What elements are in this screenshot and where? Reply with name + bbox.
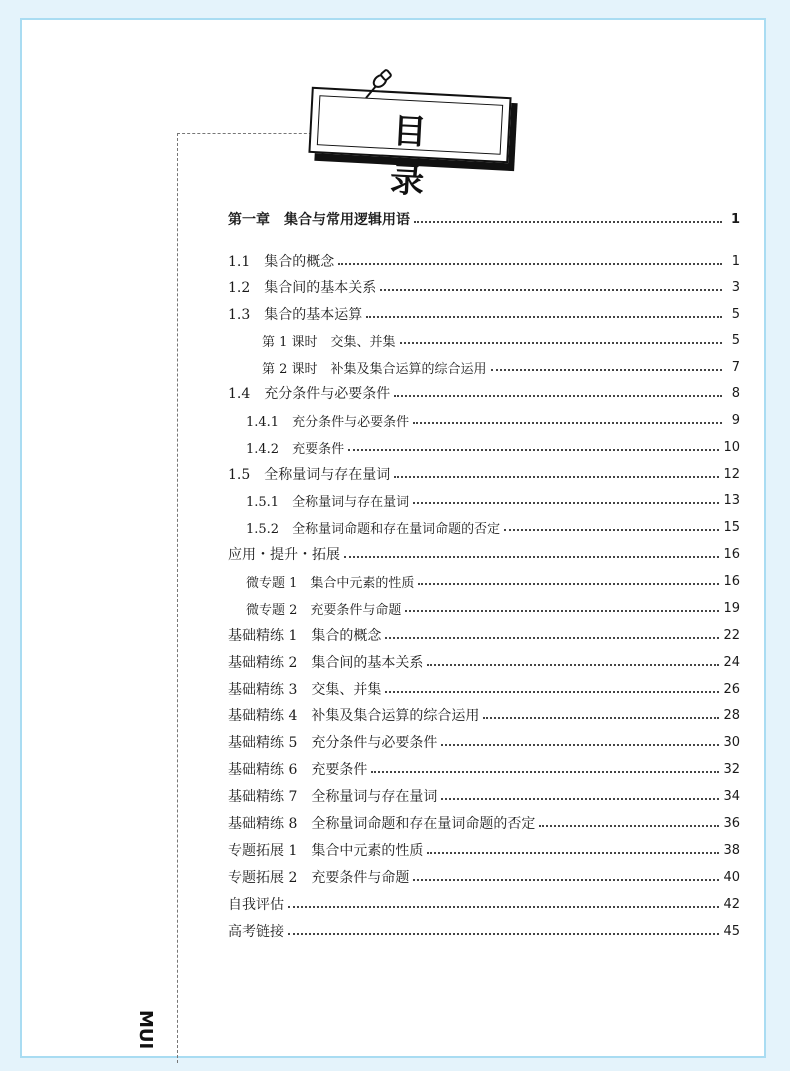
toc-entry[interactable] bbox=[228, 678, 740, 700]
toc-entry-page: 1 bbox=[731, 253, 740, 269]
toc-entry[interactable] bbox=[228, 785, 740, 807]
toc-entry[interactable] bbox=[228, 208, 740, 230]
toc-entry-page: 16 bbox=[723, 546, 740, 562]
toc-entry-page: 38 bbox=[723, 842, 740, 858]
title-card bbox=[310, 92, 520, 205]
toc-entry-label: 基础精练 2 集合间的基本关系 bbox=[228, 655, 424, 671]
toc-entry-page: 3 bbox=[731, 279, 740, 295]
toc-entry[interactable] bbox=[228, 382, 740, 404]
toc-entry-label: 1.5.2 全称量词命题和存在量词命题的否定 bbox=[246, 521, 501, 537]
dashed-border-horizontal bbox=[177, 133, 317, 134]
toc-entry-page: 34 bbox=[723, 788, 740, 804]
toc-entry[interactable] bbox=[228, 624, 740, 646]
toc-entry[interactable] bbox=[228, 758, 740, 780]
toc-entry-label: 基础精练 4 补集及集合运算的综合运用 bbox=[228, 708, 480, 724]
toc-entry[interactable] bbox=[228, 489, 740, 511]
toc-entry[interactable] bbox=[228, 597, 740, 619]
toc-entry[interactable] bbox=[228, 893, 740, 915]
side-edge-mark: MUI bbox=[135, 1010, 156, 1050]
toc-entry[interactable] bbox=[228, 731, 740, 753]
toc-entry-label: 1.5.1 全称量词与存在量词 bbox=[246, 494, 410, 510]
toc-entry-label: 第 2 课时 补集及集合运算的综合运用 bbox=[262, 361, 487, 377]
toc-entry[interactable] bbox=[228, 356, 740, 378]
toc-entry-label: 基础精练 8 全称量词命题和存在量词命题的否定 bbox=[228, 816, 536, 832]
toc-entry[interactable] bbox=[228, 839, 740, 861]
toc-entry-label: 基础精练 6 充要条件 bbox=[228, 762, 368, 778]
toc-entry[interactable] bbox=[228, 920, 740, 942]
toc-entry-label: 第 1 课时 交集、并集 bbox=[262, 334, 396, 350]
toc-entry-page: 30 bbox=[723, 734, 740, 750]
toc-entry[interactable] bbox=[228, 651, 740, 673]
toc-entry-label: 1.1 集合的概念 bbox=[228, 254, 335, 270]
toc-entry-label: 1.4.1 充分条件与必要条件 bbox=[246, 414, 410, 430]
toc-entry-label: 基础精练 7 全称量词与存在量词 bbox=[228, 789, 438, 805]
toc-entry-page: 22 bbox=[723, 627, 740, 643]
toc-entry-label: 1.4 充分条件与必要条件 bbox=[228, 386, 391, 402]
toc-entry-label: 应用・提升・拓展 bbox=[228, 547, 340, 563]
toc-entry-page: 32 bbox=[723, 761, 740, 777]
toc-entry-page: 28 bbox=[723, 707, 740, 723]
toc-entry-page: 5 bbox=[731, 332, 740, 348]
toc-entry-label: 自我评估 bbox=[228, 897, 284, 913]
toc-entry-page: 1 bbox=[730, 211, 740, 227]
toc-entry-label: 1.3 集合的基本运算 bbox=[228, 307, 363, 323]
toc-entry-label: 1.4.2 充要条件 bbox=[246, 441, 345, 457]
toc-entry-page: 36 bbox=[723, 815, 740, 831]
toc-entry-page: 8 bbox=[731, 385, 740, 401]
toc-entry-label: 1.5 全称量词与存在量词 bbox=[228, 467, 391, 483]
toc-entry-page: 19 bbox=[723, 600, 740, 616]
toc-entry-page: 7 bbox=[731, 359, 740, 375]
toc-entry[interactable] bbox=[228, 329, 740, 351]
toc-entry[interactable] bbox=[228, 866, 740, 888]
toc-entry-page: 16 bbox=[723, 573, 740, 589]
toc-entry[interactable] bbox=[228, 704, 740, 726]
page-title: 目 录 bbox=[389, 111, 472, 205]
toc-entry-label: 专题拓展 2 充要条件与命题 bbox=[228, 870, 410, 886]
toc-entry-label: 1.2 集合间的基本关系 bbox=[228, 280, 377, 296]
toc-entry[interactable] bbox=[228, 463, 740, 485]
toc-entry-label: 微专题 1 集合中元素的性质 bbox=[246, 575, 415, 591]
pushpin-icon bbox=[360, 68, 394, 102]
toc-entry-page: 42 bbox=[723, 896, 740, 912]
toc-entry[interactable] bbox=[228, 303, 740, 325]
toc-entry-page: 40 bbox=[723, 869, 740, 885]
toc-entry-label: 基础精练 5 充分条件与必要条件 bbox=[228, 735, 438, 751]
toc-entry-page: 15 bbox=[723, 519, 740, 535]
toc-entry[interactable] bbox=[228, 812, 740, 834]
toc-entry[interactable] bbox=[228, 436, 740, 458]
toc-entry-page: 12 bbox=[723, 466, 740, 482]
toc-entry-page: 24 bbox=[723, 654, 740, 670]
toc-entry-page: 45 bbox=[723, 923, 740, 939]
toc-entry[interactable] bbox=[228, 409, 740, 431]
toc-entry-label: 基础精练 1 集合的概念 bbox=[228, 628, 382, 644]
toc-entry[interactable] bbox=[228, 276, 740, 298]
toc-entry-page: 13 bbox=[723, 492, 740, 508]
toc-entry[interactable] bbox=[228, 570, 740, 592]
toc-entry[interactable] bbox=[228, 250, 740, 272]
toc-entry-label: 高考链接 bbox=[228, 924, 284, 940]
toc-entry-page: 9 bbox=[731, 412, 740, 428]
toc-entry-label: 微专题 2 充要条件与命题 bbox=[246, 602, 402, 618]
dashed-border-vertical bbox=[177, 133, 178, 1063]
toc-entry-label: 专题拓展 1 集合中元素的性质 bbox=[228, 843, 424, 859]
toc-entry-page: 10 bbox=[723, 439, 740, 455]
toc-entry-page: 26 bbox=[723, 681, 740, 697]
toc-entry[interactable] bbox=[228, 516, 740, 538]
toc-entry[interactable] bbox=[228, 543, 740, 565]
toc-entry-label: 基础精练 3 交集、并集 bbox=[228, 682, 382, 698]
toc-entry-label: 第一章 集合与常用逻辑用语 bbox=[228, 212, 410, 228]
toc-entry-page: 5 bbox=[731, 306, 740, 322]
